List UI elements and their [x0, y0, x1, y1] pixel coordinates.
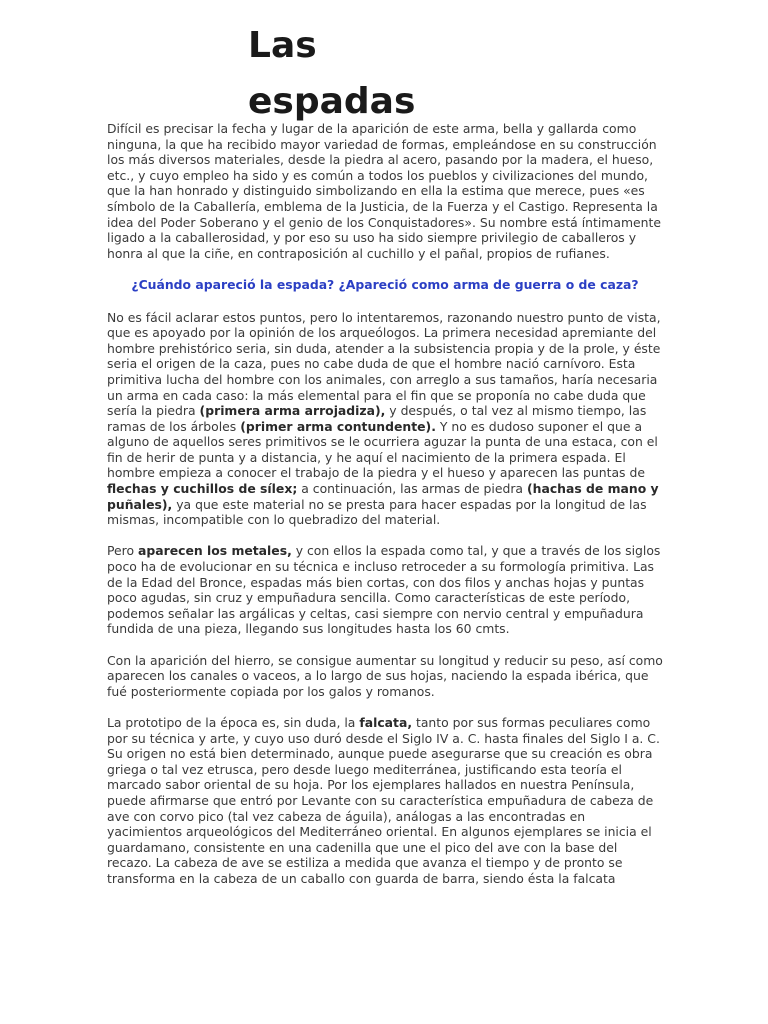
paragraph-falcata	[107, 715, 663, 887]
page-title	[248, 18, 415, 130]
text-span: No es fácil aclarar estos puntos, pero lo intentaremos, razonando nuestro punto de vista, que es apoyado por la opinión de los arqueólogos. La primera necesidad apremiante del hombre prehistórico seria, sin duda, atender a la subsistencia propia y de la prole, y éste seria el origen de la caza, pues no cabe duda de que el hombre nació carnívoro. Esta primitiva lucha del hombre con los animales, con arreglo a sus tamaños, haría necesaria un arma en cada caso: la más elemental para el fin que se proponía no cabe duda que sería la piedra	[107, 309, 661, 419]
title-line-2: espadas	[248, 81, 416, 122]
bold-phrase: aparecen los metales,	[138, 543, 292, 559]
text-span: tanto por sus formas peculiares como por su técnica y arte, y cuyo uso duró desde el Siglo IV a. C. hasta finales del Siglo I a. C. Su origen no está bien determinado, aunque puede asegurarse que su creación es obra griega o tal vez etrusca, pero desde luego mediterránea, justificando esta teoría el marcado sabor oriental de su hoja. Por los ejemplares hallados en nuestra Península, puede afirmarse que entró por Levante con su característica empuñadura de cabeza de ave con corvo pico (tal vez cabeza de águila), análogas a las encontradas en yacimientos arqueológicos del Mediterráneo oriental. En algunos ejemplares se inicia el guardamano, consistente en una cadenilla que une el pico del ave con la base del recazo. La cabeza de ave se estiliza a medida que avanza el tiempo y de pronto se transforma en la cabeza de un caballo con guarda de barra, siendo ésta la falcata	[107, 714, 660, 886]
bold-phrase: (primer arma contundente).	[240, 418, 436, 434]
bold-phrase: falcata,	[359, 714, 413, 730]
text-span: a continuación, las armas de piedra	[297, 481, 527, 497]
text-span: ya que este material no se presta para hacer espadas por la longitud de las mismas, incompatible con lo quebradizo del material.	[107, 496, 647, 528]
text-span: y después, o tal vez al mismo tiempo, las ramas de los árboles	[107, 403, 647, 434]
bold-phrase: flechas y cuchillos de sílex;	[107, 481, 298, 497]
text-span: y con ellos la espada como tal, y que a través de los siglos poco ha de evolucionar en su técnica e incluso retroceder a su formología primitiva. Las de la Edad del Bronce, espadas más bien cortas, con dos filos y anchas hojas y puntas poco agudas, sin cruz y empuñadura sencilla. Como características de este período, podemos señalar las argálicas y celtas, casi siempre con nervio central y empuñadura fundida de una pieza, llegando sus longitudes hasta los 60 cmts.	[107, 543, 661, 637]
paragraph-iron: Con la aparición del hierro, se consigue aumentar su longitud y reducir su peso, así como aparecen los canales o vaceos, a lo largo de sus hojas, naciendo la espada ibérica, que fué posteriormente copiada por los galos y romanos.	[107, 652, 663, 699]
paragraph-origin	[107, 310, 663, 528]
text-span: La prototipo de la época es, sin duda, la	[107, 714, 360, 730]
paragraph-intro: Difícil es precisar la fecha y lugar de la aparición de este arma, bella y gallarda como ninguna, la que ha recibido mayor variedad de formas, empleándose en su construcción los más diversos materiales, desde la piedra al acero, pasando por la madera, el hueso, etc., y cuyo empleo ha sido y es común a todos los pueblos y civilizaciones del mundo, que la han honrado y distinguido simbolizando en ella la estima que merece, pues «es símbolo de la Caballería, emblema de la Justicia, de la Fuerza y el Castigo. Representa la idea del Poder Soberano y el genio de los Conquistadores». Su nombre está íntimamente ligado a la caballerosidad, y por eso su uso ha sido siempre privilegio de caballeros y honra al que la ciñe, en contraposición al cuchillo y el pañal, propios de rufianes.	[107, 121, 662, 261]
bold-phrase: (hachas de mano y puñales),	[107, 481, 659, 512]
section-subheading: ¿Cuándo apareció la espada? ¿Apareció como arma de guerra o de caza?	[131, 276, 639, 292]
title-line-1: Las	[248, 25, 317, 66]
text-span: Y no es dudoso suponer el que a alguno de aquellos seres primitivos se le ocurriera aguzar la punta de una estaca, con el fin de herir de punta y a distancia, y he aquí el nacimiento de la primera espada. El hombre empieza a conocer el trabajo de la piedra y el hueso y aparecen las puntas de	[107, 418, 658, 481]
article-body	[107, 121, 663, 902]
paragraph-metals	[107, 543, 663, 637]
bold-phrase: (primera arma arrojadiza),	[199, 403, 386, 419]
text-span: Pero	[107, 543, 138, 559]
